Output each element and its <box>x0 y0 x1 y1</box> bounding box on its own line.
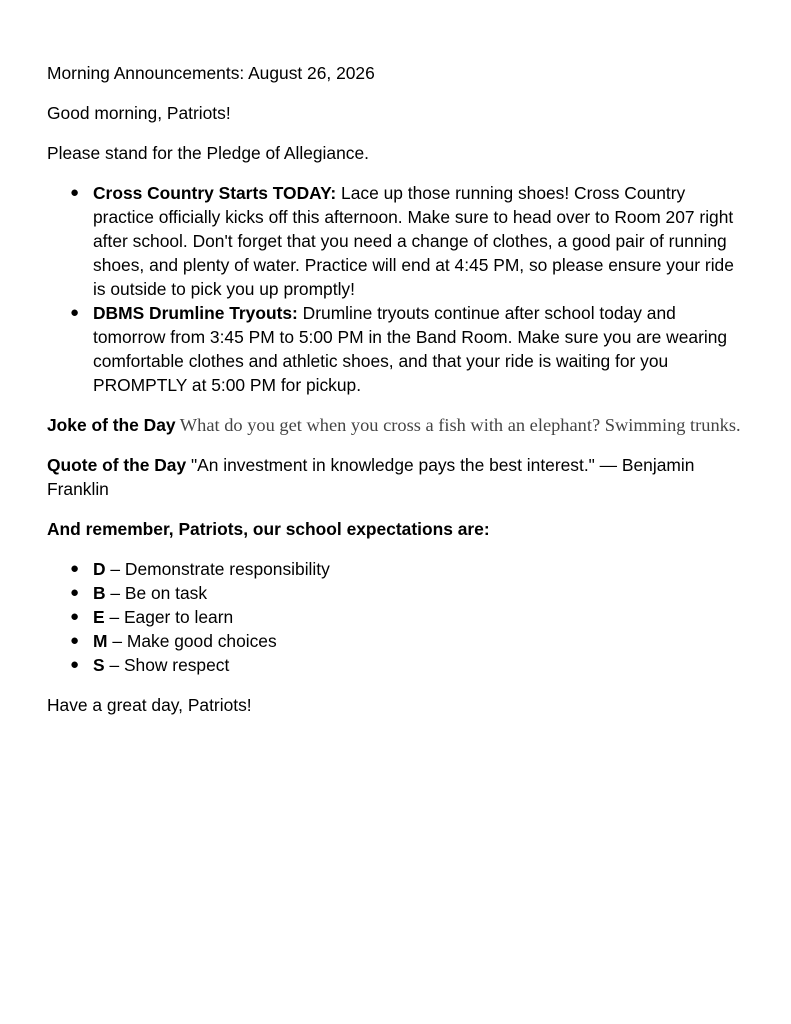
expectation-text: – Eager to learn <box>104 607 234 627</box>
announcement-item <box>47 181 747 301</box>
expectation-item <box>47 557 747 581</box>
expectation-item <box>47 605 747 629</box>
greeting: Good morning, Patriots! <box>47 103 231 123</box>
announcement-item <box>47 301 747 397</box>
announcement-heading: Cross Country Starts TODAY: <box>93 183 337 203</box>
closing-line: Have a great day, Patriots! <box>47 695 252 715</box>
expectation-text: – Make good choices <box>107 631 277 651</box>
announcement-heading: DBMS Drumline Tryouts: <box>93 303 298 323</box>
joke-text: What do you get when you cross a fish with an elephant? Swimming trunks. <box>175 415 741 435</box>
announcement-body: Drumline tryouts continue after school today and tomorrow from 3:45 PM to 5:00 PM in the Band Room. Make sure you are wearing comfortable clothes and athletic shoes, and that your ride is waiting for you PROMPTLY at 5:00 PM for pickup. <box>93 303 728 395</box>
quote-of-the-day <box>47 453 747 501</box>
expectations-intro: And remember, Patriots, our school expectations are: <box>47 519 490 539</box>
joke-label: Joke of the Day <box>47 415 176 435</box>
expectation-letter: E <box>93 607 105 627</box>
expectation-text: – Demonstrate responsibility <box>105 559 330 579</box>
document-title: Morning Announcements: August 26, 2026 <box>47 63 375 83</box>
bullet-icon: ● <box>70 304 80 321</box>
expectation-letter: M <box>93 631 108 651</box>
expectation-text: – Show respect <box>104 655 230 675</box>
expectation-letter: D <box>93 559 106 579</box>
bullet-icon: ● <box>70 608 80 625</box>
expectations-list <box>47 557 747 677</box>
document-page <box>47 61 747 733</box>
bullet-icon: ● <box>70 560 80 577</box>
bullet-icon: ● <box>70 184 80 201</box>
expectation-letter: B <box>93 583 106 603</box>
quote-text: "An investment in knowledge pays the best interest." — Benjamin Franklin <box>47 455 695 499</box>
expectation-item <box>47 653 747 677</box>
expectation-item <box>47 581 747 605</box>
expectation-item <box>47 629 747 653</box>
bullet-icon: ● <box>70 656 80 673</box>
pledge-line: Please stand for the Pledge of Allegiance. <box>47 143 369 163</box>
bullet-icon: ● <box>70 584 80 601</box>
bullet-icon: ● <box>70 632 80 649</box>
expectation-text: – Be on task <box>105 583 208 603</box>
expectation-letter: S <box>93 655 105 675</box>
quote-label: Quote of the Day <box>47 455 187 475</box>
joke-of-the-day <box>47 413 747 437</box>
announcement-body: Lace up those running shoes! Cross Country practice officially kicks off this afternoon. Make sure to head over to Room 207 right after school. Don't forget that you need a change of clothes, a good pair of running shoes, and plenty of water. Practice will end at 4:45 PM, so please ensure your ride is outside to pick you up promptly! <box>93 183 734 299</box>
announcement-list <box>47 181 747 397</box>
